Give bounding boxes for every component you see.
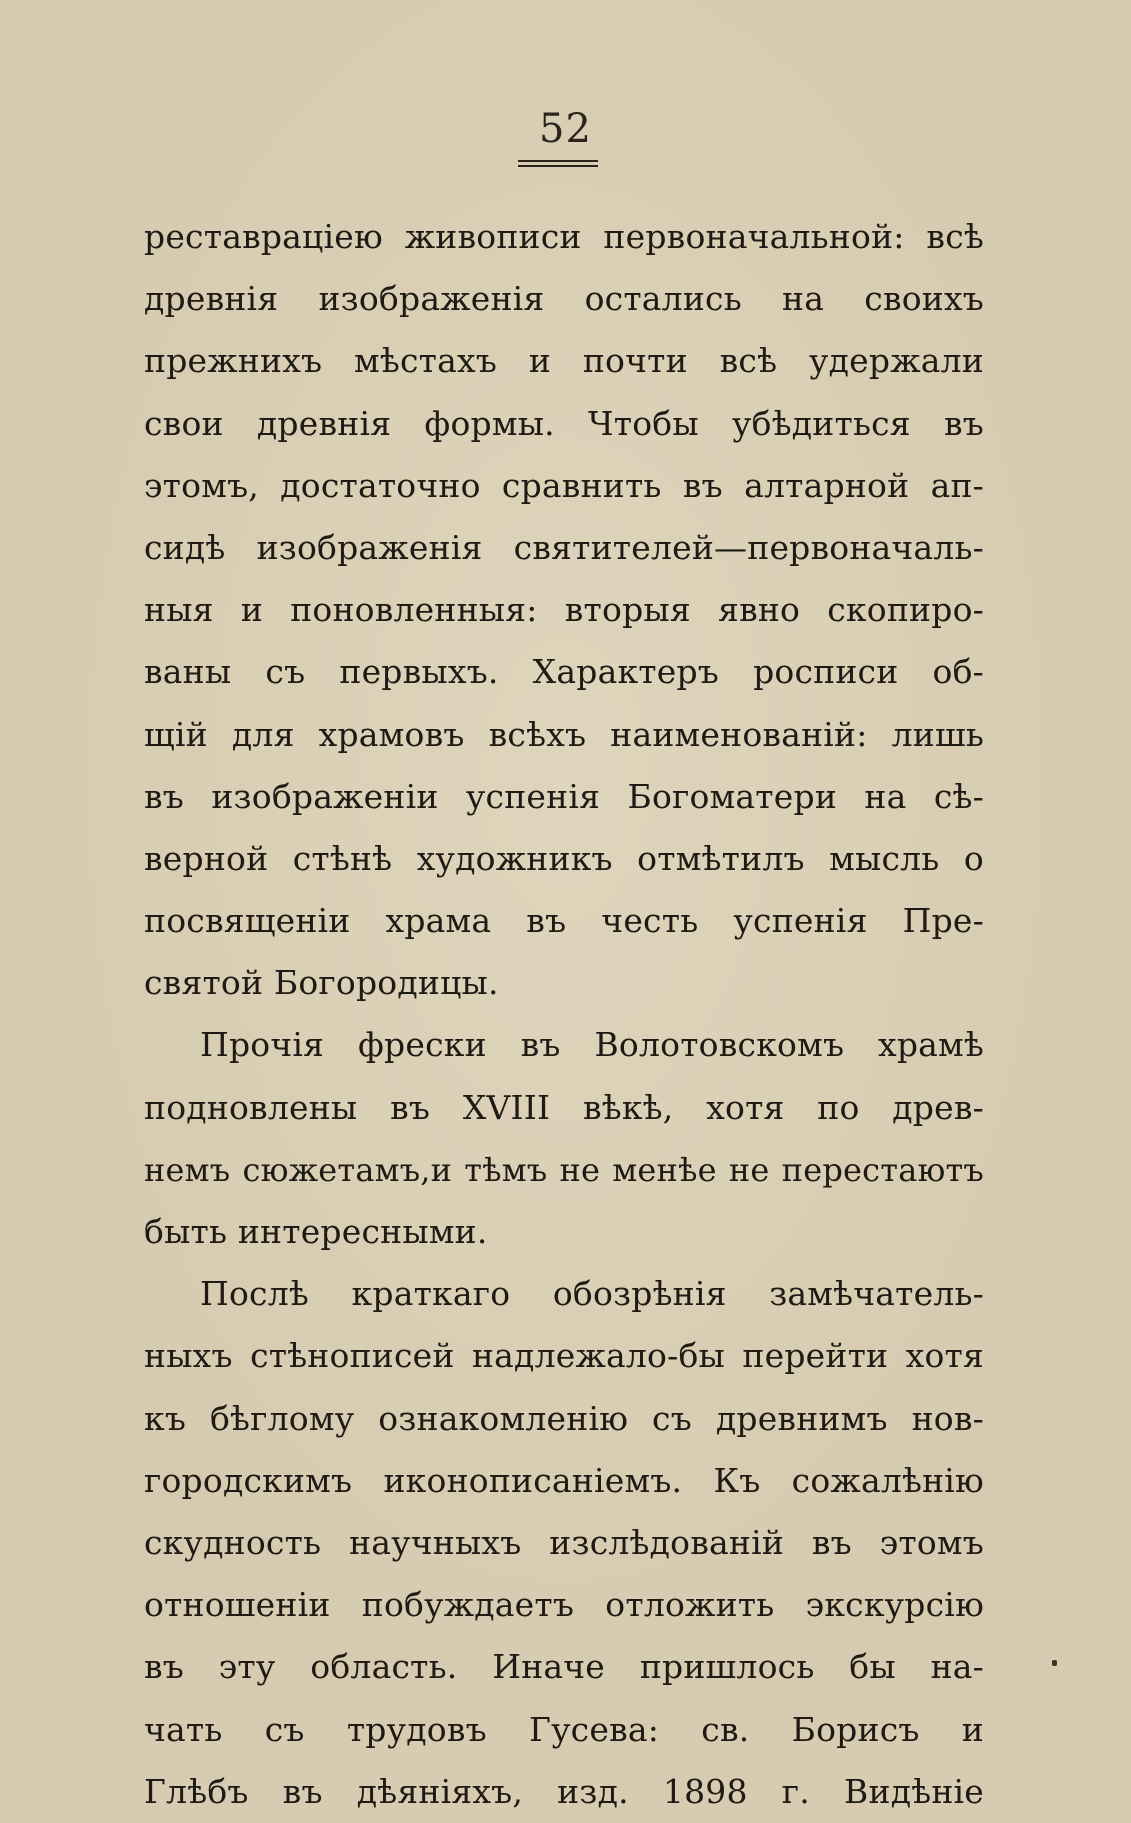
- print-speck: [1052, 1660, 1057, 1666]
- text-line: Глѣбъ въ дѣяніяхъ, изд. 1898 г. Видѣніе: [144, 1771, 984, 1811]
- page-number-rule: [518, 160, 598, 168]
- text-line: Послѣ краткаго обозрѣнія замѣчатель-: [200, 1274, 984, 1314]
- text-line: прежнихъ мѣстахъ и почти всѣ удержали: [144, 341, 984, 381]
- body-text: [144, 206, 984, 1823]
- text-line: верной стѣнѣ художникъ отмѣтилъ мысль о: [144, 838, 984, 878]
- text-line: святой Богородицы.: [144, 963, 499, 1003]
- text-line: Прочія фрески въ Волотовскомъ храмѣ: [200, 1025, 984, 1065]
- text-line: къ бѣглому ознакомленію съ древнимъ нов-: [144, 1398, 984, 1438]
- text-line: ныхъ стѣнописей надлежало-бы перейти хотя: [144, 1336, 984, 1376]
- text-line: чать съ трудовъ Гусева: св. Борисъ и: [144, 1709, 984, 1749]
- text-line: подновлены въ XVIII вѣкѣ, хотя по древ-: [144, 1087, 984, 1127]
- page-number: 52: [539, 106, 592, 152]
- text-line: немъ сюжетамъ,и тѣмъ не менѣе не перестаютъ: [144, 1150, 984, 1189]
- text-line: городскимъ иконописаніемъ. Къ сожалѣнію: [144, 1460, 984, 1500]
- text-line: ныя и поновленныя: вторыя явно скопиро-: [144, 590, 984, 630]
- text-line: реставраціею живописи первоначальной: всѣ: [144, 217, 984, 256]
- text-line: въ эту область. Иначе пришлось бы на-: [144, 1647, 984, 1687]
- text-line: отношеніи побуждаетъ отложить экскурсію: [144, 1585, 984, 1625]
- text-line: этомъ, достаточно сравнить въ алтарной ап-: [144, 465, 984, 505]
- rule-line-top: [518, 160, 598, 162]
- text-line: скудность научныхъ изслѣдованій въ этомъ: [144, 1522, 984, 1562]
- text-line: свои древнія формы. Чтобы убѣдиться въ: [144, 403, 984, 443]
- text-line: посвященіи храма въ честь успенія Пре-: [144, 901, 984, 941]
- text-line: сидѣ изображенія святителей—первоначаль-: [144, 527, 984, 567]
- rule-line-bottom: [518, 165, 598, 167]
- text-line: въ изображеніи успенія Богоматери на сѣ-: [144, 776, 984, 816]
- text-line: древнія изображенія остались на своихъ: [144, 279, 984, 319]
- text-line: щій для храмовъ всѣхъ наименованій: лишь: [144, 714, 984, 754]
- text-line: быть интересными.: [144, 1212, 488, 1251]
- text-line: ваны съ первыхъ. Характеръ росписи об-: [144, 652, 984, 692]
